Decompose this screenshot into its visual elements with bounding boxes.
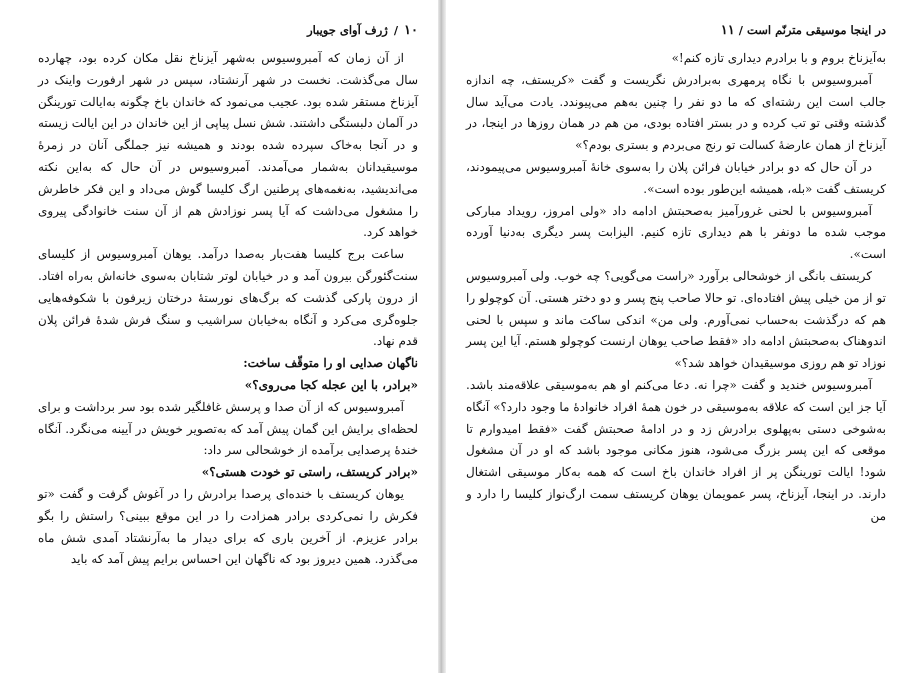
left-page xyxy=(0,0,440,673)
paragraph: آمبروسیوس با لحنی غرورآمیز به‌صحبتش ادامه داد «ولی امروز، رویداد مبارکی موجب شده ما دونفر با هم دیداری تازه کنیم. الیزابت پسر دیگری به‌دنیا آورده است». xyxy=(466,203,886,262)
paragraph: کریستف بانگی از خوشحالی برآورد «راست می‌گویی؟ چه خوب. ولی آمبروسیوس تو از من خیلی پیش افتاده‌ای. تو حالا صاحب پنج پسر و دو دختر هستی. آن کوچولو را هم که درگذشت به‌حساب نمی‌آورم. ولی من» اندکی ساکت ماند و سپس با لحنی اندوهناک به‌صحبتش ادامه داد «فقط صاحب یوهان ارنست کوچولو هستم. آیا این پسر نوزاد تو هم روزی موسیقیدان خواهد شد؟» xyxy=(466,268,886,371)
paragraph: آمبروسیوس خندید و گفت «چرا نه. دعا می‌کنم او هم به‌موسیقی علاقه‌مند باشد. آیا جز این است که علاقه به‌موسیقی در خون همهٔ افراد خانوادهٔ ما وجود دارد؟» آنگاه به‌شوخی دستی به‌پهلوی برادرش زد و در ادامهٔ صحبتش گفت «فقط امیدوارم تا موقعی که این پسر بزرگ می‌شود، هنوز مکانی موجود باشد که او در آن مشغول شود! ایالت تورینگن پر از افراد خاندان باخ است که همه به‌کار موسیقی اشتغال دارند. در اینجا، آیزناخ، پسر عمویمان یوهان کریستف سمت ارگ‌نواز کلیسا را دارد و من xyxy=(466,377,886,523)
body-text xyxy=(38,48,418,571)
paragraph: ساعت برج کلیسا هفت‌بار به‌صدا درآمد. یوهان آمبروسیوس از کلیسای سنت‌گئورگن بیرون آمد و در خیابان لوتر شتابان به‌سوی خانه‌اش به‌راه افتاد. از درون پارکی گذشت که برگ‌های نورستهٔ درختان زیرفون با شکوفه‌هایی جلوه‌گری می‌کرد و آنگاه به‌خیابان سراشیب و سنگ فرش شدهٔ فرائن پلان قدم نهاد. xyxy=(38,247,418,349)
header-title: ژرف آوای جویبار xyxy=(307,23,388,37)
paragraph: آمبروسیوس با نگاه پرمهری به‌برادرش نگریست و گفت «کریستف، چه اندازه جالب است این رشته‌ای که ما دو نفر را چنین به‌هم می‌پیوندد. یادت می‌آید سال گذشته وقتی تو تب کرده و در بستر افتاده بودی، من هم در همان روزها در اینجا، در آیزناخ از همان عارضهٔ کسالت تو رنج می‌بردم و بستری بودم؟» xyxy=(466,72,886,153)
page-header xyxy=(38,22,418,38)
paragraph: «برادر، با این عجله کجا می‌روی؟» xyxy=(244,377,418,392)
body-text xyxy=(466,48,886,528)
right-page xyxy=(446,0,906,673)
paragraph: «برادر کریستف، راستی تو خودت هستی؟» xyxy=(201,465,418,480)
paragraph: به‌آیزناخ بروم و با برادرم دیداری تازه کنم!» xyxy=(671,51,886,65)
header-separator: / xyxy=(738,22,743,37)
paragraph: از آن زمان که آمبروسیوس به‌شهر آیزناخ نقل مکان کرده بود، چهارده سال می‌گذشت. نخست در شهر آرنشتاد، سپس در شهر ارفورت واینک در آیزناخ مستقر شده بود. عجیب می‌نمود که خاندان باخ چگونه به‌ایالت تورینگن در آلمان دلبستگی داشتند. شش نسل پیاپی از این خاندان در این ایالت زیسته و در آنجا به‌خاک سپرده شده بودند و همیشه نیز جملگی آنان در زمرهٔ موسیقیدانان به‌شمار می‌آمدند. آمبروسیوس در آن حال که به‌این نکته می‌اندیشید، به‌نغمه‌های پرطنین ارگ کلیسا گوش می‌داد و این فکر خاطرش را مشغول می‌داشت که آیا پسر نوزادش هم از آن سنت خانوادگی پیروی خواهد کرد. xyxy=(38,51,418,240)
page-header xyxy=(466,22,886,38)
paragraph: ناگهان صدایی او را متوقّف ساخت: xyxy=(243,356,418,371)
page-number: ۱۰ xyxy=(404,22,418,38)
page-number: ۱۱ xyxy=(720,22,735,38)
paragraph: آمبروسیوس که از آن صدا و پرسش غافلگیر شده بود سر برداشت و برای لحظه‌ای برایش این گمان پیش آمد که به‌تصویر خویش در آیینه می‌نگرد. آنگاه خندهٔ پرصدایی برآمده از خوشحالی سر داد: xyxy=(38,399,418,458)
header-running-title xyxy=(721,23,886,38)
paragraph: یوهان کریستف با خنده‌ای پرصدا برادرش را در آغوش گرفت و گفت «تو فکرش را نمی‌کردی برادر همزادت را در این موقع ببینی؟ راستش را بگو برادر عزیزم. از آخرین باری که برای دیدار ما به‌آرنشتاد آمدی شش ماه می‌گذرد. همین دیروز بود که ناگهان این احساس برایم پیش آمد که باید xyxy=(38,486,418,567)
header-separator: / xyxy=(393,23,399,37)
header-title: در اینجا موسیقی مترنّم است xyxy=(746,22,886,37)
paragraph: در آن حال که دو برادر خیابان فرائن پلان را به‌سوی خانهٔ آمبروسیوس می‌پیمودند، کریستف گفت «بله، همیشه این‌طور بوده است». xyxy=(466,159,886,196)
